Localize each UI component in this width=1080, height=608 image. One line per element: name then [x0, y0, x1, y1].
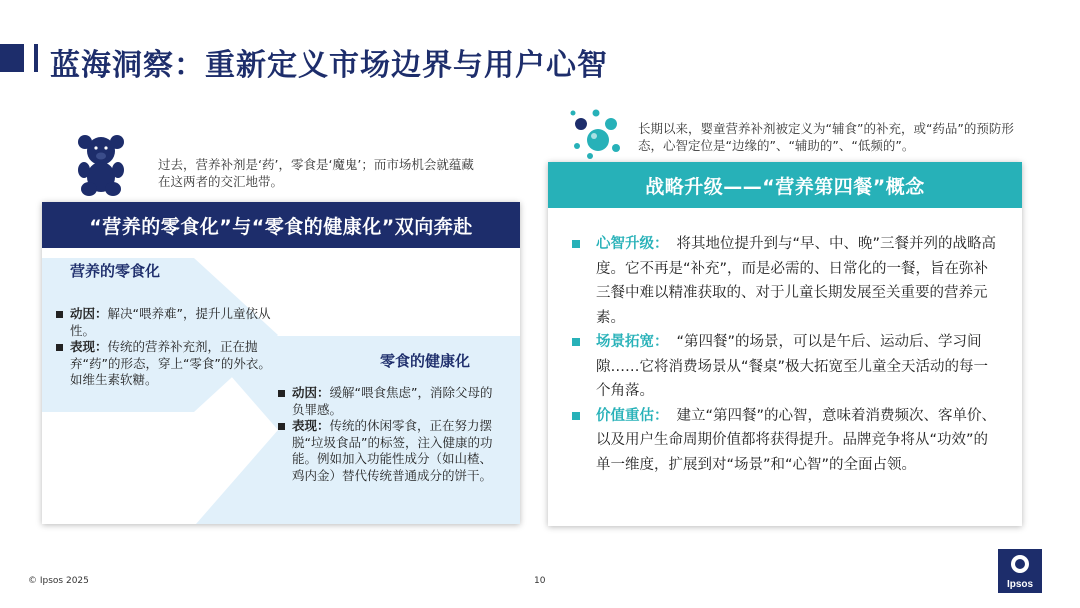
list-item: 心智升级： 将其地位提升到与“早、中、晚”三餐并列的战略高度。它不再是“补充”，而是必需的、日常化的一餐，旨在弥补三餐中难以精准获取的、对于儿童长期发展至关重要的营养元素。: [570, 232, 1002, 330]
list-item: 表现：传统的休闲零食，正在努力摆脱“垃圾食品”的标签，注入健康的功能。例如加入功能性成分（如山楂、鸡内金）替代传统普通成分的饼干。: [278, 418, 504, 484]
bubbles-icon: [568, 106, 624, 162]
list-item: 场景拓宽： “第四餐”的场景，可以是午后、运动后、学习间隙……它将消费场景从“餐桌”极大拓宽至儿童全天活动的每一个角落。: [570, 330, 1002, 404]
copyright-text: © Ipsos 2025: [28, 576, 89, 586]
right-card-header: 战略升级——“营养第四餐”概念: [548, 162, 1022, 208]
arrow2-list: [278, 385, 504, 484]
arrow1-title: 营养的零食化: [70, 262, 161, 280]
svg-text:Ipsos: Ipsos: [1006, 579, 1034, 590]
title-accent-block: [0, 44, 24, 72]
arrow1-list: [56, 306, 274, 389]
arrow2-title: 零食的健康化: [380, 352, 471, 370]
title-accent-bar: [34, 44, 38, 72]
teddy-bear-icon: [76, 134, 126, 196]
list-item: 表现：传统的营养补充剂，正在抛弃“药”的形态，穿上“零食”的外衣。如维生素软糖。: [56, 339, 274, 389]
ipsos-logo: [998, 549, 1042, 593]
list-item: 动因：解决“喂养难”，提升儿童依从性。: [56, 306, 274, 339]
strategy-list: [570, 232, 1002, 477]
left-intro-text: 过去，营养补剂是‘药’，零食是‘魔鬼’；而市场机会就蕴藏在这两者的交汇地带。: [158, 157, 474, 189]
left-card-header: “营养的零食化”与“零食的健康化”双向奔赴: [42, 202, 520, 248]
list-item: 价值重估： 建立“第四餐”的心智，意味着消费频次、客单价、以及用户生命周期价值都将获得提升。品牌竞争将从“功效”的单一维度，扩展到对“场景”和“心智”的全面占领。: [570, 404, 1002, 478]
page-number: 10: [534, 576, 546, 586]
list-item: 动因：缓解“喂食焦虑”，消除父母的负罪感。: [278, 385, 504, 418]
page-title: 蓝海洞察：重新定义市场边界与用户心智: [50, 48, 608, 83]
right-intro-text: 长期以来，婴童营养补剂被定义为“辅食”的补充，或“药品”的预防形态，心智定位是“边缘的”、“辅助的”、“低频的”。: [638, 121, 1014, 153]
